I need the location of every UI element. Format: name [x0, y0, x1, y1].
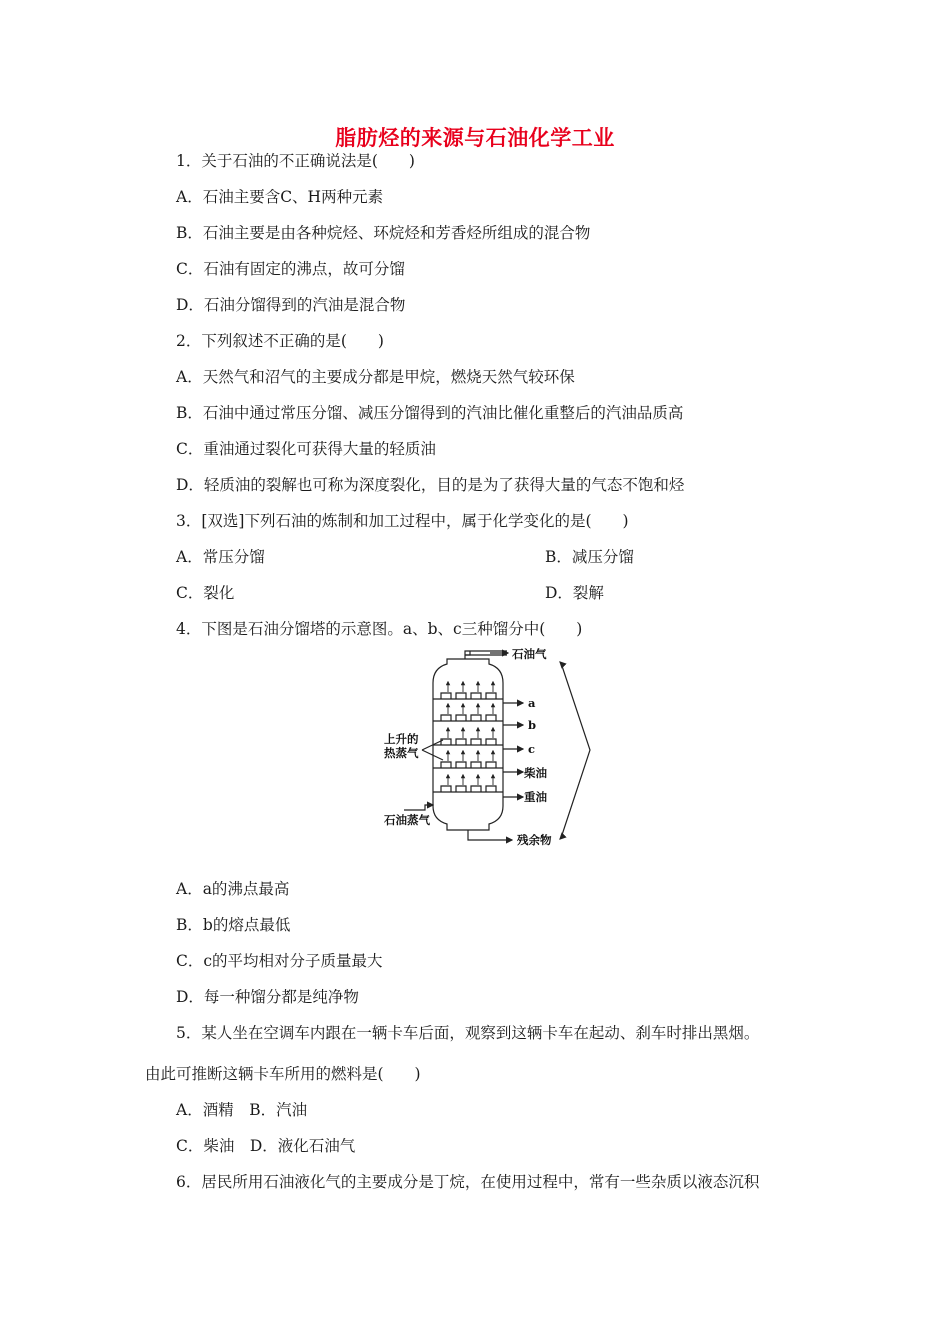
q1-option-a: A．石油主要含C、H两种元素 — [176, 188, 384, 206]
q5-stem-line1: 5．某人坐在空调车内跟在一辆卡车后面，观察到这辆卡车在起动、刹车时排出黑烟。 — [176, 1024, 760, 1042]
q2-option-c: C．重油通过裂化可获得大量的轻质油 — [176, 440, 436, 458]
label-diesel: 柴油 — [524, 766, 547, 780]
q3-option-c: C．裂化 — [176, 584, 235, 602]
label-fraction-a: a — [528, 696, 536, 710]
q1-stem: 1．关于石油的不正确说法是( ) — [176, 152, 415, 170]
label-petroleum-gas: 石油气 — [512, 647, 547, 661]
label-fraction-c: c — [528, 742, 536, 756]
q4-option-b: B．b的熔点最低 — [176, 916, 291, 934]
q3-row-1 — [176, 545, 634, 567]
q3-row-2 — [176, 581, 604, 603]
q3-option-b: B．减压分馏 — [545, 548, 634, 566]
label-rising-vapor-line2: 热蒸气 — [384, 746, 419, 760]
q2-option-a: A．天然气和沼气的主要成分都是甲烷，燃烧天然气较环保 — [176, 368, 575, 386]
q4-option-a: A．a的沸点最高 — [176, 880, 290, 898]
label-heavy-oil: 重油 — [524, 790, 547, 804]
q5-options-cd: C．柴油 D．液化石油气 — [176, 1137, 356, 1155]
q1-option-d: D．石油分馏得到的汽油是混合物 — [176, 296, 406, 314]
q4-option-c: C．c的平均相对分子质量最大 — [176, 952, 383, 970]
q2-option-b: B．石油中通过常压分馏、减压分馏得到的汽油比催化重整后的汽油品质高 — [176, 404, 684, 422]
q1-option-c: C．石油有固定的沸点，故可分馏 — [176, 260, 405, 278]
q3-option-d: D．裂解 — [545, 584, 604, 602]
q5-options-ab: A．酒精 B．汽油 — [176, 1101, 308, 1119]
q4-stem: 4．下图是石油分馏塔的示意图。a、b、c三种馏分中( ) — [176, 620, 583, 638]
q1-option-b: B．石油主要是由各种烷烃、环烷烃和芳香烃所组成的混合物 — [176, 224, 591, 242]
q5-stem-line2: 由此可推断这辆卡车所用的燃料是( ) — [145, 1065, 421, 1083]
q2-option-d: D．轻质油的裂解也可称为深度裂化，目的是为了获得大量的气态不饱和烃 — [176, 476, 685, 494]
label-residue: 残余物 — [517, 833, 552, 847]
q6-stem: 6．居民所用石油液化气的主要成分是丁烷，在使用过程中，常有一些杂质以液态沉积 — [176, 1173, 760, 1191]
q3-option-a: A．常压分馏 — [176, 548, 265, 566]
distillation-tower-diagram — [370, 645, 610, 855]
label-rising-vapor-line1: 上升的 — [384, 732, 419, 746]
label-fraction-b: b — [528, 718, 537, 732]
q4-option-d: D．每一种馏分都是纯净物 — [176, 988, 359, 1006]
q2-stem: 2．下列叙述不正确的是( ) — [176, 332, 384, 350]
label-petroleum-vapor: 石油蒸气 — [384, 813, 430, 827]
q3-stem: 3．[双选]下列石油的炼制和加工过程中，属于化学变化的是( ) — [176, 512, 629, 530]
page-title: 脂肪烃的来源与石油化学工业 — [335, 125, 615, 150]
